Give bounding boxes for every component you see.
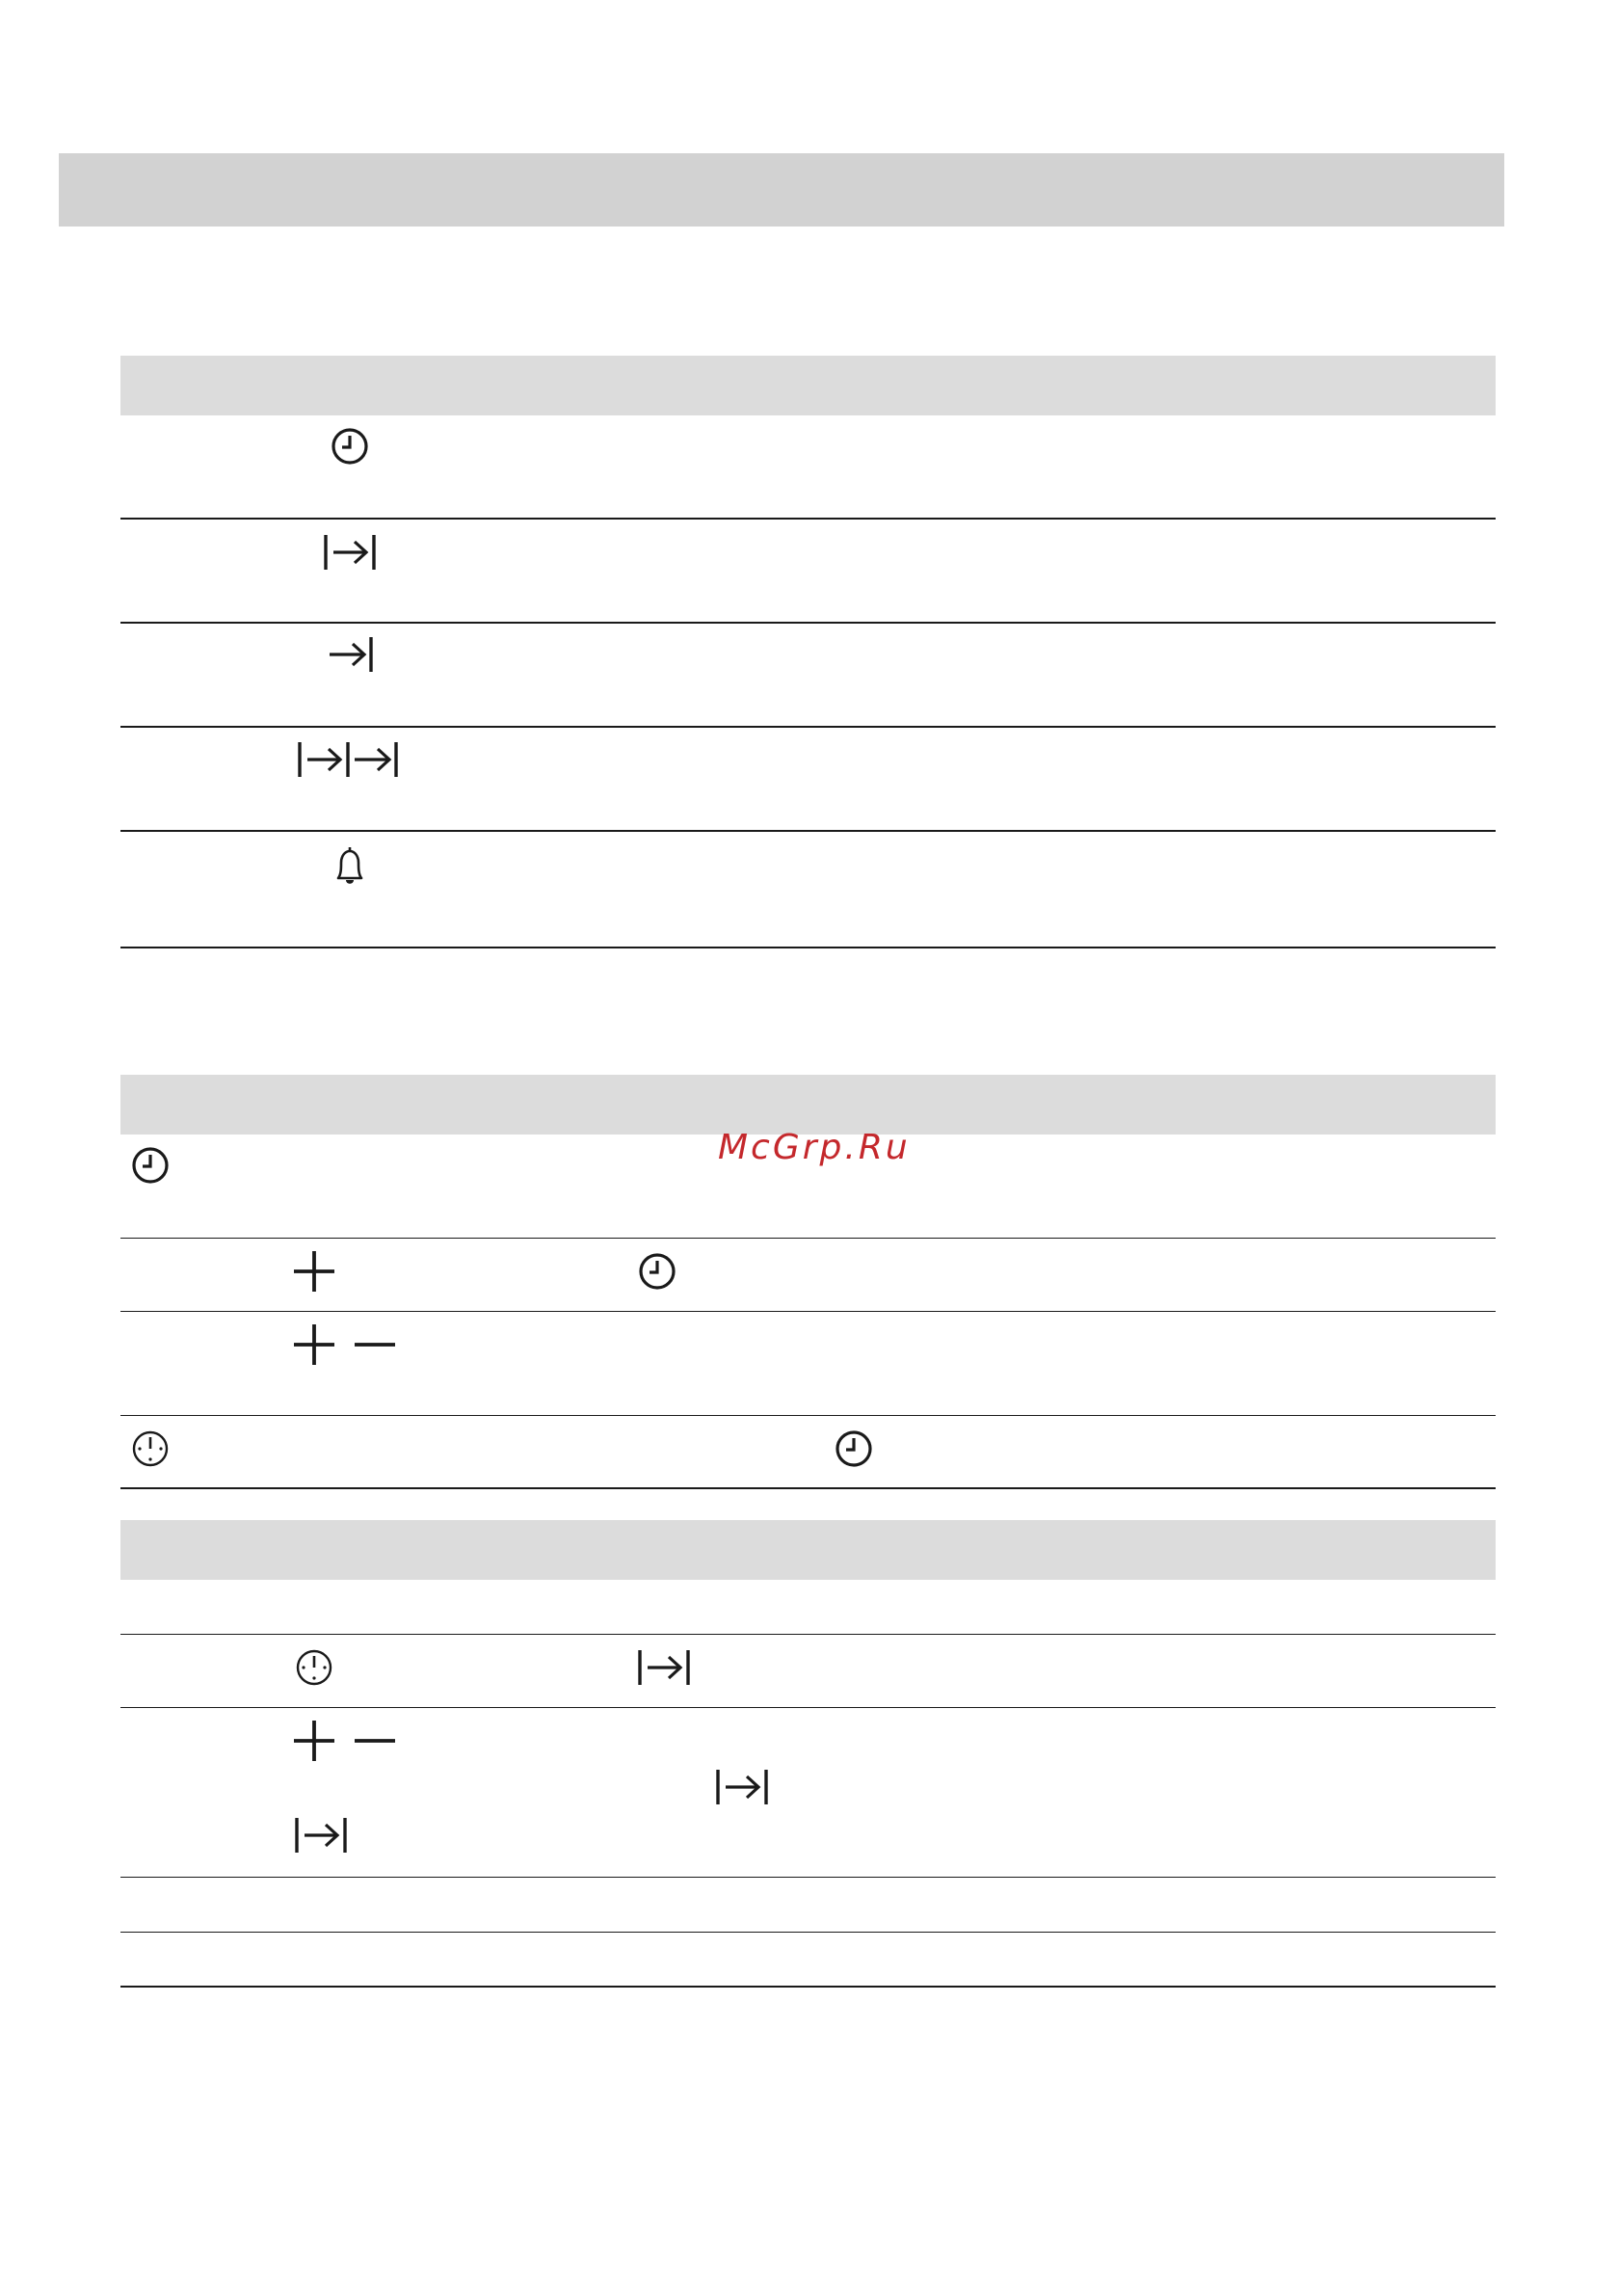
table-row <box>120 1635 1496 1708</box>
table-row <box>120 520 1496 624</box>
duration-icon <box>637 1648 691 1687</box>
section-title-bar <box>59 153 1504 227</box>
timer-dial-icon <box>131 1429 170 1468</box>
clock-icon <box>638 1252 676 1291</box>
clock-icon <box>835 1429 873 1468</box>
minute-minder-bell-icon <box>333 845 366 888</box>
setting-duration-table <box>120 1520 1496 1988</box>
table-row <box>120 832 1496 948</box>
table-header <box>120 1520 1496 1580</box>
minus-icon <box>354 1720 396 1762</box>
table-row <box>120 1416 1496 1489</box>
table-row <box>120 1239 1496 1312</box>
table-row <box>120 1580 1496 1635</box>
watermark: McGrp.Ru <box>718 1128 911 1167</box>
table-header <box>120 356 1496 415</box>
duration-icon <box>715 1768 769 1806</box>
duration-icon <box>323 533 377 572</box>
clock-icon <box>131 1146 170 1185</box>
time-delay-icon <box>297 740 403 779</box>
clock-icon <box>331 427 369 466</box>
table-row <box>120 728 1496 832</box>
clock-functions-table <box>120 356 1496 948</box>
timer-dial-icon <box>295 1648 333 1687</box>
table-row <box>120 1708 1496 1878</box>
plus-icon <box>293 1720 335 1762</box>
table-header <box>120 1075 1496 1135</box>
minus-icon <box>354 1323 396 1366</box>
plus-icon <box>293 1323 335 1366</box>
table-row <box>120 415 1496 520</box>
plus-icon <box>293 1250 335 1293</box>
table-row <box>120 1312 1496 1416</box>
duration-icon <box>294 1816 348 1855</box>
end-time-icon <box>328 635 374 674</box>
table-row <box>120 1878 1496 1933</box>
table-row <box>120 624 1496 728</box>
table-row <box>120 1933 1496 1988</box>
